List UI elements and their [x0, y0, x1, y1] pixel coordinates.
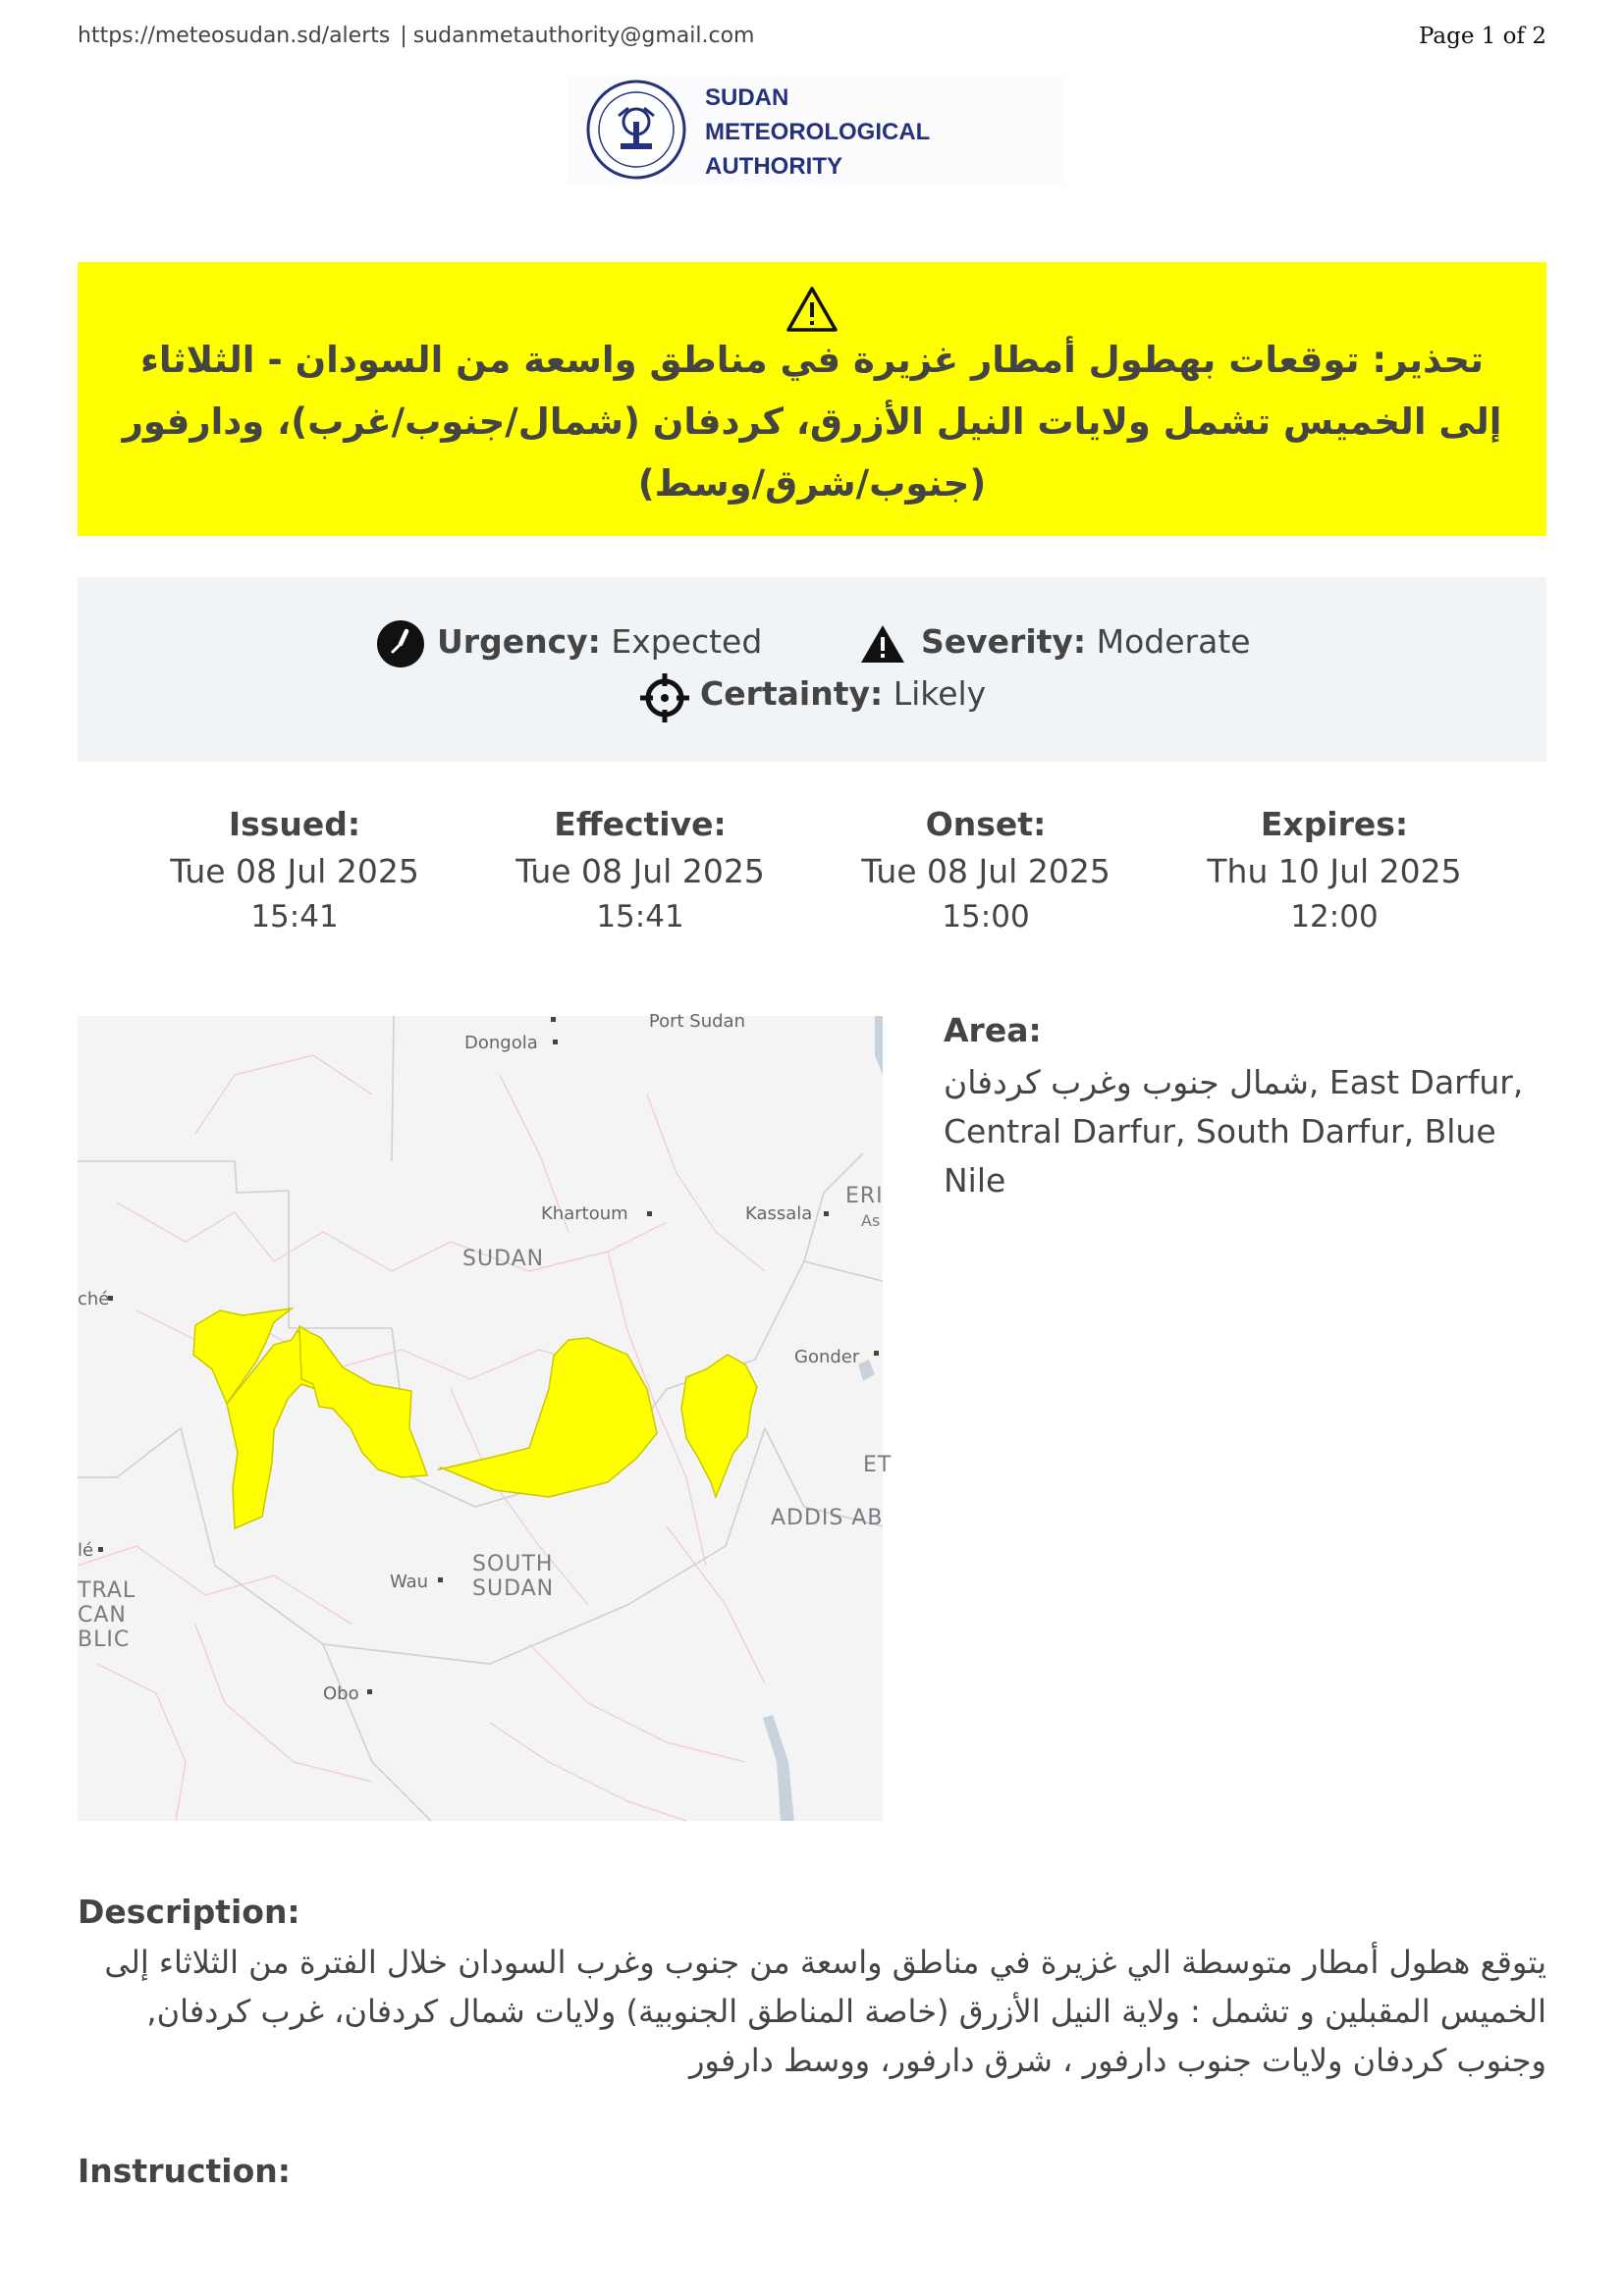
- urgency-value: Expected: [611, 622, 763, 661]
- expires-date: Thu 10 Jul 2025: [1207, 852, 1462, 890]
- issued-column: [147, 805, 442, 934]
- expires-column: [1187, 805, 1482, 934]
- map-label-as: As: [861, 1211, 881, 1230]
- page-number: Page 1 of 2: [1418, 24, 1546, 49]
- certainty-field: [700, 674, 986, 713]
- map-label-kassala: Kassala: [745, 1203, 813, 1224]
- crosshair-icon: [639, 672, 690, 723]
- description-heading: Description:: [78, 1893, 300, 1931]
- source-url[interactable]: https://meteosudan.sd/alerts: [78, 24, 391, 48]
- map-label-dongola: Dongola: [464, 1033, 538, 1053]
- logo-line-3: AUTHORITY: [705, 153, 842, 180]
- expires-time: 12:00: [1290, 899, 1379, 934]
- warning-icon: [860, 623, 905, 665]
- issued-date: Tue 08 Jul 2025: [170, 852, 419, 890]
- area-list: شمال جنوب وغرب كردفان, East Darfur, Central Darfur, South Darfur, Blue Nile: [944, 1063, 1524, 1200]
- map-label-et: ET: [863, 1453, 893, 1477]
- severity-field: [921, 622, 1251, 661]
- clock-icon: [376, 619, 425, 668]
- onset-time: 15:00: [942, 899, 1030, 934]
- map-label-wau: Wau: [390, 1572, 429, 1592]
- onset-column: [839, 805, 1133, 934]
- expires-label: Expires:: [1260, 805, 1409, 843]
- map-label-le: lé: [78, 1540, 94, 1561]
- logo-line-1: SUDAN: [705, 84, 789, 111]
- description-text: يتوقع هطول أمطار متوسطة الي غزيرة في مناطق واسعة من جنوب وغرب السودان خلال الفترة من الثلاثاء إلى الخميس المقبلين و تشمل : ولاية النيل الأزرق (خاصة المناطق الجنوبية) ولايات شمال كردفان، غرب كردفان, وجنوب كردفان ولايات جنوب دارفور ، شرق دارفور، ووسط دارفور: [104, 1944, 1546, 2079]
- map-label-gonder: Gonder: [794, 1347, 860, 1367]
- issued-label: Issued:: [228, 805, 361, 843]
- effective-label: Effective:: [554, 805, 727, 843]
- issued-time: 15:41: [250, 899, 339, 934]
- map-label-addis: ADDIS AB: [771, 1506, 884, 1530]
- onset-label: Onset:: [925, 805, 1047, 843]
- warning-triangle-icon: [785, 286, 839, 333]
- map-label-khartoum: Khartoum: [541, 1203, 628, 1224]
- contact-email[interactable]: sudanmetauthority@gmail.com: [412, 24, 755, 48]
- area-heading: Area:: [944, 1011, 1042, 1049]
- alert-meta-panel: [78, 577, 1546, 762]
- severity-value: Moderate: [1096, 622, 1251, 661]
- logo-wordmark: [705, 80, 930, 184]
- urgency-label: Urgency:: [437, 622, 601, 661]
- alert-title: تحذير: توقعات بهطول أمطار غزيرة في مناطق واسعة من السودان - الثلاثاء إلى الخميس تشمل ولايات النيل الأزرق، كردفان (شمال/جنوب/غرب)، ودارفور (جنوب/شرق/وسط): [122, 339, 1502, 505]
- logo-line-2: METEOROLOGICAL: [705, 119, 931, 145]
- map-label-port-sudan: Port Sudan: [648, 1011, 745, 1032]
- map-label-eri: ERI: [845, 1184, 884, 1208]
- page-header-left: https://meteosudan.sd/alerts | sudanmetauthority@gmail.com: [78, 24, 755, 48]
- map-label-sudan: SUDAN: [462, 1247, 545, 1271]
- authority-logo: [568, 75, 1064, 185]
- effective-time: 15:41: [596, 899, 684, 934]
- effective-date: Tue 08 Jul 2025: [515, 852, 765, 890]
- map-label-south-sudan-2: SUDAN: [472, 1576, 555, 1601]
- severity-label: Severity:: [921, 622, 1087, 661]
- effective-column: [493, 805, 787, 934]
- map-label-car-2: CAN: [78, 1603, 127, 1628]
- authority-emblem-icon: [585, 79, 687, 181]
- map-label-obo: Obo: [323, 1683, 359, 1704]
- instruction-heading: Instruction:: [78, 2152, 291, 2190]
- map-label-south-sudan-1: SOUTH: [472, 1552, 554, 1576]
- map-label-car-3: BLIC: [78, 1628, 131, 1652]
- certainty-value: Likely: [893, 674, 987, 713]
- onset-date: Tue 08 Jul 2025: [861, 852, 1110, 890]
- map-canvas: [78, 1011, 893, 1821]
- map-label-car-1: TRAL: [78, 1578, 136, 1603]
- certainty-label: Certainty:: [700, 674, 884, 713]
- alert-area-map[interactable]: [78, 1011, 893, 1821]
- urgency-field: [437, 622, 762, 661]
- map-label-che: ché: [78, 1289, 110, 1309]
- alert-banner: [78, 262, 1546, 536]
